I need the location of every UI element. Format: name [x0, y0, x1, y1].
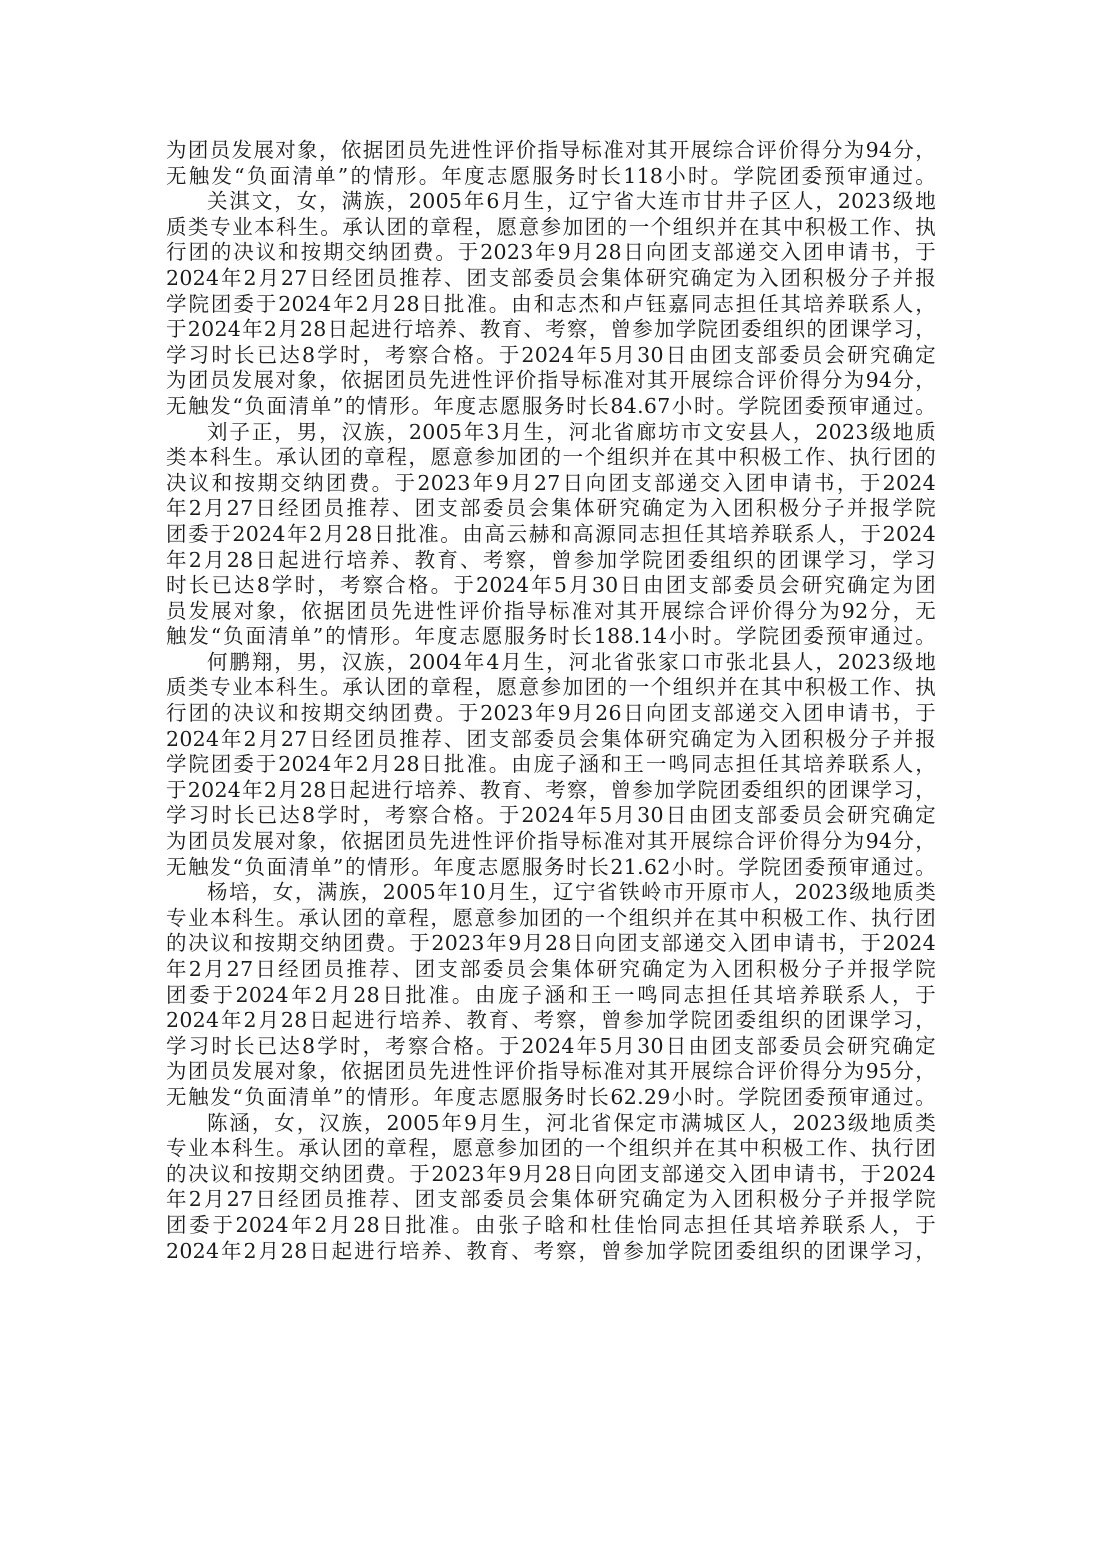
text-line: 行团的决议和按期交纳团费。于2023年9月28日向团支部递交入团申请书，于	[166, 240, 936, 265]
text-line: 于2024年2月28日起进行培养、教育、考察，曾参加学院团委组织的团课学习，	[166, 317, 936, 342]
text-line: 于2024年2月28日起进行培养、教育、考察，曾参加学院团委组织的团课学习，	[166, 777, 936, 802]
text-line: 2024年2月28日起进行培养、教育、考察，曾参加学院团委组织的团课学习，	[166, 1008, 936, 1033]
paragraph-start-line: 杨培，女，满族，2005年10月生，辽宁省铁岭市开原市人，2023级地质类	[207, 880, 936, 905]
text-line: 学院团委于2024年2月28日批准。由庞子涵和王一鸣同志担任其培养联系人，	[166, 752, 936, 777]
paragraph-start-line: 刘子正，男，汉族，2005年3月生，河北省廊坊市文安县人，2023级地质	[207, 419, 936, 444]
text-line: 学习时长已达8学时，考察合格。于2024年5月30日由团支部委员会研究确定	[166, 1033, 936, 1058]
text-line: 2024年2月27日经团员推荐、团支部委员会集体研究确定为入团积极分子并报	[166, 265, 936, 290]
text-line: 无触发“负面清单”的情形。年度志愿服务时长118小时。学院团委预审通过。	[166, 163, 936, 188]
paragraph-start-line: 何鹏翔，男，汉族，2004年4月生，河北省张家口市张北县人，2023级地	[207, 649, 936, 674]
text-line: 的决议和按期交纳团费。于2023年9月28日向团支部递交入团申请书，于2024	[166, 1161, 936, 1186]
text-line: 学院团委于2024年2月28日批准。由和志杰和卢钰嘉同志担任其培养联系人，	[166, 291, 936, 316]
text-line: 2024年2月27日经团员推荐、团支部委员会集体研究确定为入团积极分子并报	[166, 726, 936, 751]
text-line: 年2月27日经团员推荐、团支部委员会集体研究确定为入团积极分子并报学院	[166, 1187, 936, 1212]
text-line: 年2月28日起进行培养、教育、考察，曾参加学院团委组织的团课学习，学习	[166, 547, 936, 572]
text-line: 团委于2024年2月28日批准。由庞子涵和王一鸣同志担任其培养联系人，于	[166, 982, 936, 1007]
text-line: 触发“负面清单”的情形。年度志愿服务时长188.14小时。学院团委预审通过。	[166, 624, 936, 649]
text-line: 决议和按期交纳团费。于2023年9月27日向团支部递交入团申请书，于2024	[166, 470, 936, 495]
text-line: 质类专业本科生。承认团的章程，愿意参加团的一个组织并在其中积极工作、执	[166, 675, 936, 700]
text-line: 无触发“负面清单”的情形。年度志愿服务时长62.29小时。学院团委预审通过。	[166, 1084, 936, 1109]
text-line: 专业本科生。承认团的章程，愿意参加团的一个组织并在其中积极工作、执行团	[166, 1136, 936, 1161]
text-line: 为团员发展对象，依据团员先进性评价指导标准对其开展综合评价得分为94分，	[166, 368, 936, 393]
text-line: 员发展对象，依据团员先进性评价指导标准对其开展综合评价得分为92分，无	[166, 598, 936, 623]
paragraph-start-line: 陈涵，女，汉族，2005年9月生，河北省保定市满城区人，2023级地质类	[207, 1110, 936, 1135]
text-line: 团委于2024年2月28日批准。由高云赫和高源同志担任其培养联系人，于2024	[166, 521, 936, 546]
text-line: 年2月27日经团员推荐、团支部委员会集体研究确定为入团积极分子并报学院	[166, 496, 936, 521]
paragraph-start-line: 关淇文，女，满族，2005年6月生，辽宁省大连市甘井子区人，2023级地	[207, 189, 936, 214]
text-line: 质类专业本科生。承认团的章程，愿意参加团的一个组织并在其中积极工作、执	[166, 214, 936, 239]
text-line: 学习时长已达8学时，考察合格。于2024年5月30日由团支部委员会研究确定	[166, 342, 936, 367]
text-line: 无触发“负面清单”的情形。年度志愿服务时长84.67小时。学院团委预审通过。	[166, 393, 936, 418]
text-line: 2024年2月28日起进行培养、教育、考察，曾参加学院团委组织的团课学习，	[166, 1238, 936, 1263]
text-line: 的决议和按期交纳团费。于2023年9月28日向团支部递交入团申请书，于2024	[166, 931, 936, 956]
text-line: 无触发“负面清单”的情形。年度志愿服务时长21.62小时。学院团委预审通过。	[166, 854, 936, 879]
text-line: 类本科生。承认团的章程，愿意参加团的一个组织并在其中积极工作、执行团的	[166, 445, 936, 470]
text-line: 年2月27日经团员推荐、团支部委员会集体研究确定为入团积极分子并报学院	[166, 957, 936, 981]
text-line: 学习时长已达8学时，考察合格。于2024年5月30日由团支部委员会研究确定	[166, 803, 936, 828]
text-line: 行团的决议和按期交纳团费。于2023年9月26日向团支部递交入团申请书，于	[166, 701, 936, 726]
text-line: 为团员发展对象，依据团员先进性评价指导标准对其开展综合评价得分为94分，	[166, 138, 936, 162]
text-line: 团委于2024年2月28日批准。由张子晗和杜佳怡同志担任其培养联系人，于	[166, 1212, 936, 1237]
document-body	[166, 138, 936, 1264]
text-line: 专业本科生。承认团的章程，愿意参加团的一个组织并在其中积极工作、执行团	[166, 905, 936, 930]
text-line: 为团员发展对象，依据团员先进性评价指导标准对其开展综合评价得分为94分，	[166, 829, 936, 854]
text-line: 为团员发展对象，依据团员先进性评价指导标准对其开展综合评价得分为95分，	[166, 1059, 936, 1084]
text-line: 时长已达8学时，考察合格。于2024年5月30日由团支部委员会研究确定为团	[166, 573, 936, 598]
